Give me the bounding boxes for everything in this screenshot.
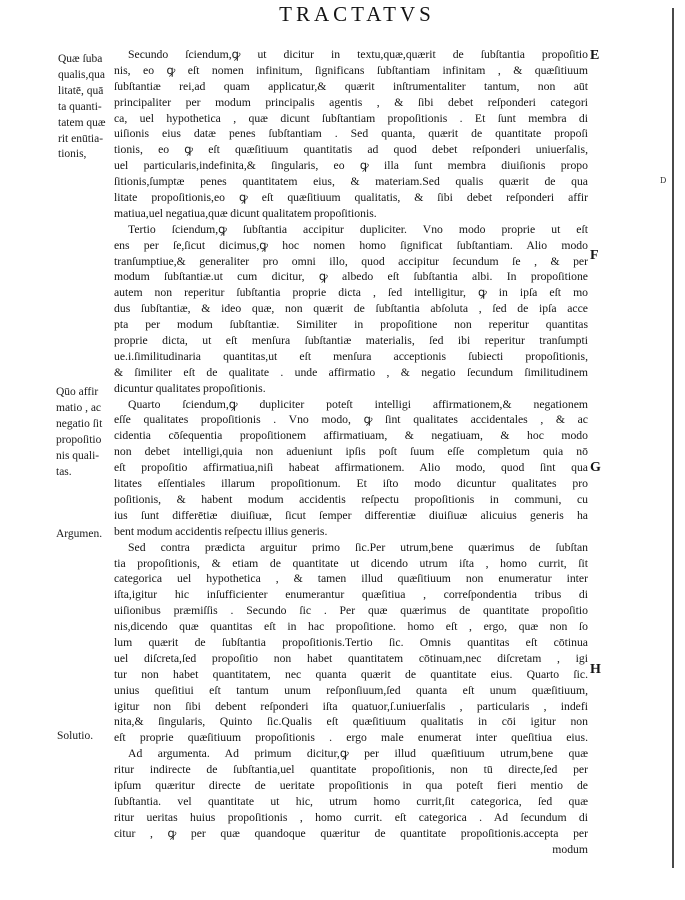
text-line: uiſionis eius datæ penes ſubſtantiam . Sed quanta, quærit de quantitate propoſi: [114, 127, 588, 141]
text-line: ritur indirecte de ſubſtantia,uel quantitate propoſitionis, non tū directe,ſed per: [114, 763, 588, 777]
text-line: litates eſſentiales illarum propoſitionum. Et iſto modo dicuntur qualitates pro: [114, 477, 588, 491]
gloss-line: ta quanti-: [58, 100, 102, 113]
text-line: tia propoſitionis, & etiam de quantitate ut dicendo utrum iſta , homo currit, ſit: [114, 556, 588, 570]
text-line: pta per modum ſubſtantiæ. Similiter in propoſitione non reperitur quantitas: [114, 318, 588, 332]
text-line: non debet intelligi,quia non adueniunt ipſis poſt ſuum eſſe completum quia nō: [114, 445, 588, 459]
gloss-line: negatio ſit: [56, 417, 103, 430]
gloss-line: propoſitio: [56, 433, 102, 446]
text-line: ſitionis,ſumptæ penes quantitatem eius, & materiam.Sed qualis quærit de qua: [114, 175, 588, 189]
text-line: nis,dicendo quæ quantitas eſt in hac propoſitione. homo eſt , ergo, quæ non ſo: [114, 620, 588, 634]
text-line: ritur ueritas huius propoſitionis , homo currit. eſt categorica . Ad ſecundum di: [114, 810, 588, 824]
text-line: bent modum accidentis reſpectu illius generis.: [114, 524, 328, 538]
text-line: modum: [552, 842, 588, 856]
edge-mark: D: [660, 176, 667, 185]
text-line: Tertio ſciendum,ꝙ ſubſtantia accipitur dupliciter. Vno modo proprie ut eſt: [128, 222, 588, 236]
text-line: litate propoſitionis,eo ꝙ eſt quæſitiuum qualitatis, & ſibi debet reſponderi affir: [114, 191, 588, 205]
text-line: tranſumptiue,& generaliter pro omni illo, quod accipitur ſecundum ſe , & per: [114, 254, 588, 268]
text-line: nis, eo ꝙ eſt nomen infinitum, ſignificans ſubſtantiam infinitam , & quæſitiuum: [114, 63, 588, 77]
main-text-column: [114, 47, 588, 857]
text-line: uiſionibus præmiſſis . Secundo ſic . Per quæ quærimus de quantitate propoſitio: [114, 604, 588, 618]
text-line: modum ſubſtantiæ.ut cum dicitur, ꝙ albedo eſt ſubſtantia albi. In propoſitione: [114, 270, 588, 284]
gloss-line: tionis,: [58, 148, 87, 161]
marginal-note-solutio: [57, 729, 93, 745]
text-line: eſſe qualitates propoſitionis . Vno modo, ꝙ ſint qualitates accidentales , & ac: [114, 413, 588, 427]
gloss-line: Quæ ſuba: [58, 53, 103, 65]
gloss-line: tas.: [56, 465, 72, 478]
marginal-note-argumen: [56, 527, 102, 543]
text-line: lum quærit de ſubſtantia propoſitionis.Tertio ſic. Omnis quantitas eſt cōtinua: [114, 635, 588, 649]
gloss-line: Qūo affir: [56, 386, 99, 398]
text-line: principaliter per modum principalis agentis , & ſibi debet reſponderi categori: [114, 95, 588, 109]
text-line: eſt propoſitio affirmatiua,niſi habeat affirmationem. Alio modo, quod ſint qua: [114, 461, 588, 475]
text-line: tionis, eo ꝙ eſt quæſitiuum quantitatis ad quod debet reſponderi uniuerſalis,: [114, 143, 588, 157]
section-letter-f: F: [590, 248, 599, 263]
text-line: ue.i.ſimilitudinaria quantitas,ut eſt menſura acceptionis ſubiecti propoſitionis,: [114, 349, 588, 363]
text-line: ſubſtantiæ rei,ad quam applicatur,& quærit inſtrumentaliter tantum, non aūt: [114, 79, 588, 93]
text-line: dus ſubſtantiæ, & ideo quæ, non quærit de ſubſtantia abſoluta , ſed de ipſa acce: [114, 302, 588, 316]
text-line: iſta,igitur hic inſufficienter enumerantur quæſitiua , correſpondentia tribus di: [114, 588, 588, 602]
text-line: autem non reperitur ſubſtantia proprie dicta , ſed intelligitur, ꝙ in ipſa eſt mo: [114, 286, 588, 300]
marginal-note-qualis: [58, 52, 106, 163]
gloss-line: Argumen.: [56, 528, 103, 540]
text-line: ens per ſe,ſicut dicimus,ꝙ hoc nomen homo ſignificat ſubſtantiam. Alio modo: [114, 238, 588, 252]
text-line: poſitionis, & habent modum accidentis reſpectu propoſitionis in communi, cu: [114, 492, 588, 506]
text-line: matiua,uel negatiua,quæ dicunt qualitatem propoſitionis.: [114, 206, 377, 220]
text-line: uel diſcreta,ſed propoſitio non habet quantitatem cōtinuam,nec diſcretam , igi: [114, 651, 588, 665]
gloss-line: qualis,qua: [58, 68, 105, 81]
text-line: citur , ꝙ per quæ quandoque quæritur de quantitate propoſitionis.accepta per: [114, 826, 588, 840]
text-line: ipſum quæritur directe de ueritate propoſitionis in qua poteſt fieri mentio de: [114, 778, 588, 792]
text-line: uel particularis,indefinita,& ſingularis, eo ꝙ illa ſunt membra diuiſionis propo: [114, 159, 588, 173]
section-letter-g: G: [590, 460, 601, 475]
text-line: ius ſunt differētiæ diuiſiuæ, ſicut ſemper differentiæ diuiſiuæ alicuius generis ha: [114, 508, 588, 522]
gloss-line: rit enūtia-: [58, 132, 104, 145]
marginal-note-quo: [56, 385, 102, 480]
text-line: tur non habet quantitatem, nec quanta quærit de quantitate eius. Quarto ſic.: [114, 667, 588, 681]
text-line: unius queſitiui eſt tantum unum reſponſiuum,ſed quanta eſt unum quæſitiuum,: [114, 683, 588, 697]
section-letter-h: H: [590, 662, 601, 677]
running-head-title: TRACTATVS: [279, 2, 435, 26]
gloss-line: litatē, quā: [58, 84, 104, 97]
text-line: & ſimiliter eſt de qualitate . unde affirmatio , & negatio ſecundum ſimilitudinem: [114, 365, 588, 379]
text-line: Ad argumenta. Ad primum dicitur,ꝙ per illud quæſitiuum utrum,bene quæ: [128, 747, 588, 761]
gloss-line: matio , ac: [56, 401, 102, 414]
text-line: proprie dicta, ut eſt menſura ſubſtantiæ materialis, ſed ibi reperitur tranſumpti: [114, 334, 588, 348]
text-line: dicuntur qualitates propoſitionis.: [114, 381, 266, 395]
gloss-line: tatem quæ: [58, 116, 106, 129]
text-line: igitur non ſibi debent reſponderi iſta quatuor,ſ.uniuerſalis , particularis , indefi: [114, 699, 588, 713]
text-line: Sed contra prædicta arguitur primo ſic.Per utrum,bene quærimus de ſubſtan: [128, 540, 588, 554]
section-letter-e: E: [590, 48, 600, 63]
text-line: categorica uel hypothetica , & tamen illud quæſitiuum non enumeratur inter: [114, 572, 588, 586]
text-line: ſubſtantia. vel quantitate ut hic, utrum homo currit,ſit categorica, ſed quæ: [114, 794, 588, 808]
text-line: eſt proprie quæſitiuum propoſitionis . ergo male enumerat inter queſitiua eius.: [114, 731, 588, 745]
text-line: Quarto ſciendum,ꝙ dupliciter poteſt intelligi affirmationem,& negationem: [128, 397, 588, 411]
text-line: nita,& ſingularis, Quinto ſic.Qualis eſt quæſitiuum qualitatis in cōi igitur non: [114, 715, 588, 729]
text-line: cidentia cōſequentia propoſitionem affirmatiuam, & negatiuam, & hoc modo: [114, 429, 588, 443]
gloss-line: nis quali-: [56, 449, 100, 462]
page-edge-rule: [672, 8, 674, 868]
text-line: Secundo ſciendum,ꝙ ut dicitur in textu,quæ,quærit de ſubſtantia propoſitio: [128, 48, 588, 61]
text-line: ca, uel hypothetica , quæ dicunt ſubſtantiam propoſitionis . Et ſunt membra di: [114, 111, 588, 125]
gloss-line: Solutio.: [57, 730, 94, 742]
